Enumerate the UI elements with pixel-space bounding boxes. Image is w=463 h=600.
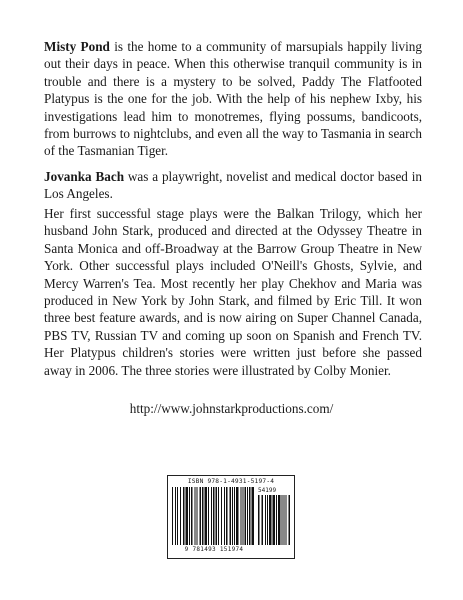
barcode-bar xyxy=(175,487,176,545)
barcode-bar xyxy=(241,487,242,545)
barcode-bar xyxy=(189,487,190,545)
barcode-bar xyxy=(216,487,218,545)
barcode-digits: 9 781493 151974 xyxy=(184,546,244,553)
barcode-bar xyxy=(202,487,204,545)
barcode-bar xyxy=(218,487,219,545)
barcode-bar xyxy=(226,487,228,545)
barcode-bar xyxy=(186,487,189,545)
barcode-bar xyxy=(208,487,209,545)
isbn-barcode xyxy=(167,475,295,559)
barcode-bar xyxy=(249,487,251,545)
barcode-bar xyxy=(172,487,173,545)
barcode-bar xyxy=(195,487,196,545)
author-intro-text: was a playwright, novelist and medical doctor based in Los Angeles. xyxy=(44,169,422,202)
barcode-bar xyxy=(221,487,222,545)
barcode-bar xyxy=(258,495,260,545)
barcode-bar xyxy=(265,495,266,545)
barcode-bar xyxy=(236,487,239,545)
barcode-bar xyxy=(191,487,193,545)
barcode-addon-code: 54199 xyxy=(258,487,277,494)
barcode-bar xyxy=(230,487,232,545)
barcode-bar xyxy=(282,495,283,545)
barcode-bar xyxy=(232,487,233,545)
barcode-addon-bars xyxy=(258,495,290,545)
barcode-bar xyxy=(262,495,264,545)
barcode-bar xyxy=(213,487,215,545)
barcode-bar xyxy=(234,487,235,545)
barcode-bar xyxy=(252,487,255,545)
barcode-bar xyxy=(177,487,178,545)
barcode-bar xyxy=(289,495,291,545)
barcode-bar xyxy=(286,495,287,545)
barcode-main-bars xyxy=(172,487,256,545)
synopsis-paragraph xyxy=(44,38,422,160)
barcode-bar xyxy=(278,495,281,545)
barcode-bar xyxy=(269,495,272,545)
barcode-bar xyxy=(205,487,208,545)
barcode-bar xyxy=(267,495,268,545)
barcode-bar xyxy=(276,495,277,545)
barcode-bar xyxy=(284,495,285,545)
author-bio-paragraph: Her first successful stage plays were the Balkan Trilogy, which her husband John Stark, produced and directed at the Odyssey Theatre in Santa Monica and off-Broadway at the Barrow Group Theatre in New York. Other successful plays included O'Neill's Ghosts, Sylvie, and Mercy Warren's Tea. Most recently her play Chekhov and Maria was produced in New York by John Stark, and filmed by Eric Till. It won three best feature awards, and is now airing on Super Channel Canada, PBS TV, Russian TV and coming up soon on Spanish and French TV. Her Platypus children's stories were written just before she passed away in 2006. The three stories were illustrated by Colby Monier. xyxy=(44,206,422,378)
barcode-bar xyxy=(200,487,202,545)
barcode-bar xyxy=(183,487,185,545)
barcode-bar xyxy=(273,495,276,545)
website-link[interactable]: http://www.johnstarkproductions.com/ xyxy=(129,401,334,416)
author-intro-paragraph xyxy=(44,168,422,203)
barcode-bar xyxy=(247,487,248,545)
barcode-bar xyxy=(197,487,198,545)
book-title: Misty Pond xyxy=(44,39,110,54)
barcode-bar xyxy=(243,487,244,545)
barcode-bar xyxy=(245,487,247,545)
barcode-bar xyxy=(180,487,181,545)
isbn-label: ISBN 978-1-4931-5197-4 xyxy=(187,478,275,485)
barcode-bar xyxy=(224,487,225,545)
barcode-bar xyxy=(211,487,212,545)
synopsis-text: is the home to a community of marsupials happily living out their days in peace. When this otherwise tranquil community is in trouble and there is a mystery to be solved, Paddy The Flatfooted Platypus is the one for the job. With the help of his nephew Ixby, his investigations lead him to monotremes, flying possums, bandicoots, from burrows to nightclubs, and even all the way to Tasmania in search of the Tasmanian Tiger. xyxy=(44,39,422,159)
author-name: Jovanka Bach xyxy=(44,169,125,184)
